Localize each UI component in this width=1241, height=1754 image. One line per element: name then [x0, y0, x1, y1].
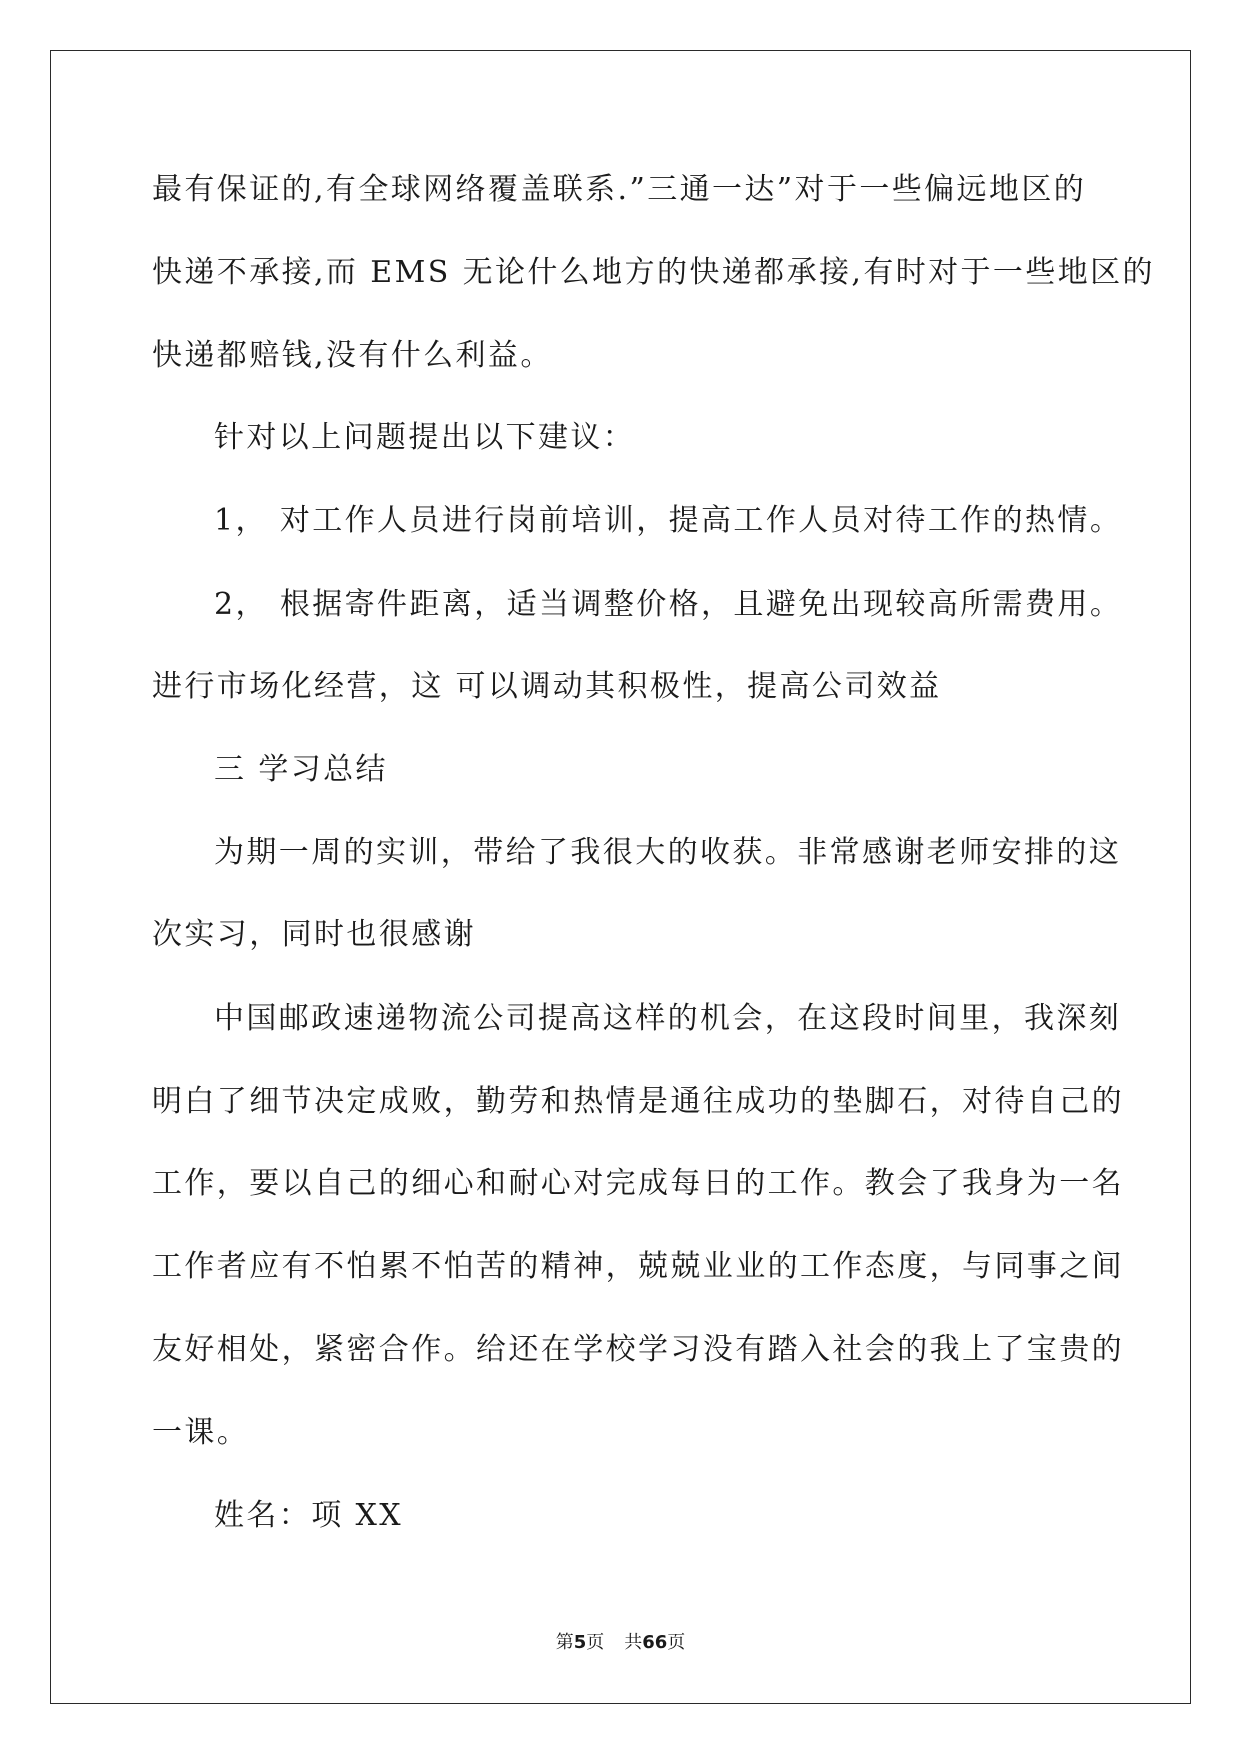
body-line-15: 友好相处，紧密合作。给还在学校学习没有踏入社会的我上了宝贵的 [152, 1332, 1124, 1367]
body-line-16: 一课。 [152, 1415, 250, 1450]
page-footer [0, 1631, 1241, 1655]
body-line-12: 明白了细节决定成败，勤劳和热情是通往成功的垫脚石，对待自己的 [152, 1084, 1124, 1119]
section-heading: 三 学习总结 [214, 752, 388, 787]
footer-prefix: 第 [555, 1632, 574, 1653]
footer-page-suffix: 页 [586, 1632, 605, 1653]
total-pages: 66 [642, 1632, 668, 1653]
body-line-9: 为期一周的实训，带给了我很大的收获。非常感谢老师安排的这 [214, 835, 1122, 870]
page-border [50, 50, 1191, 1704]
body-line-13: 工作，要以自己的细心和耐心对完成每日的工作。教会了我身为一名 [152, 1166, 1124, 1201]
body-line-2: 快递不承接,而 EMS 无论什么地方的快递都承接,有时对于一些地区的 [152, 255, 1155, 290]
body-line-4: 针对以上问题提出以下建议： [214, 420, 636, 455]
body-line-11: 中国邮政速递物流公司提高这样的机会，在这段时间里，我深刻 [214, 1001, 1122, 1036]
signature-name: 姓名：项 XX [214, 1498, 404, 1533]
footer-total-prefix: 共 [624, 1632, 643, 1653]
footer-total-suffix: 页 [667, 1632, 686, 1653]
list-item-2: 2， 根据寄件距离，适当调整价格，且避免出现较高所需费用。 [214, 587, 1123, 622]
page-number: 5 [573, 1632, 587, 1653]
body-line-1: 最有保证的,有全球网络覆盖联系.”三通一达”对于一些偏远地区的 [152, 172, 1087, 207]
body-line-10: 次实习，同时也很感谢 [152, 917, 476, 952]
list-item-1: 1， 对工作人员进行岗前培训，提高工作人员对待工作的热情。 [214, 503, 1123, 538]
body-line-7: 进行市场化经营，这 可以调动其积极性，提高公司效益 [152, 669, 942, 704]
body-line-14: 工作者应有不怕累不怕苦的精神，兢兢业业的工作态度，与同事之间 [152, 1249, 1124, 1284]
body-line-3: 快递都赔钱,没有什么利益。 [152, 338, 553, 373]
